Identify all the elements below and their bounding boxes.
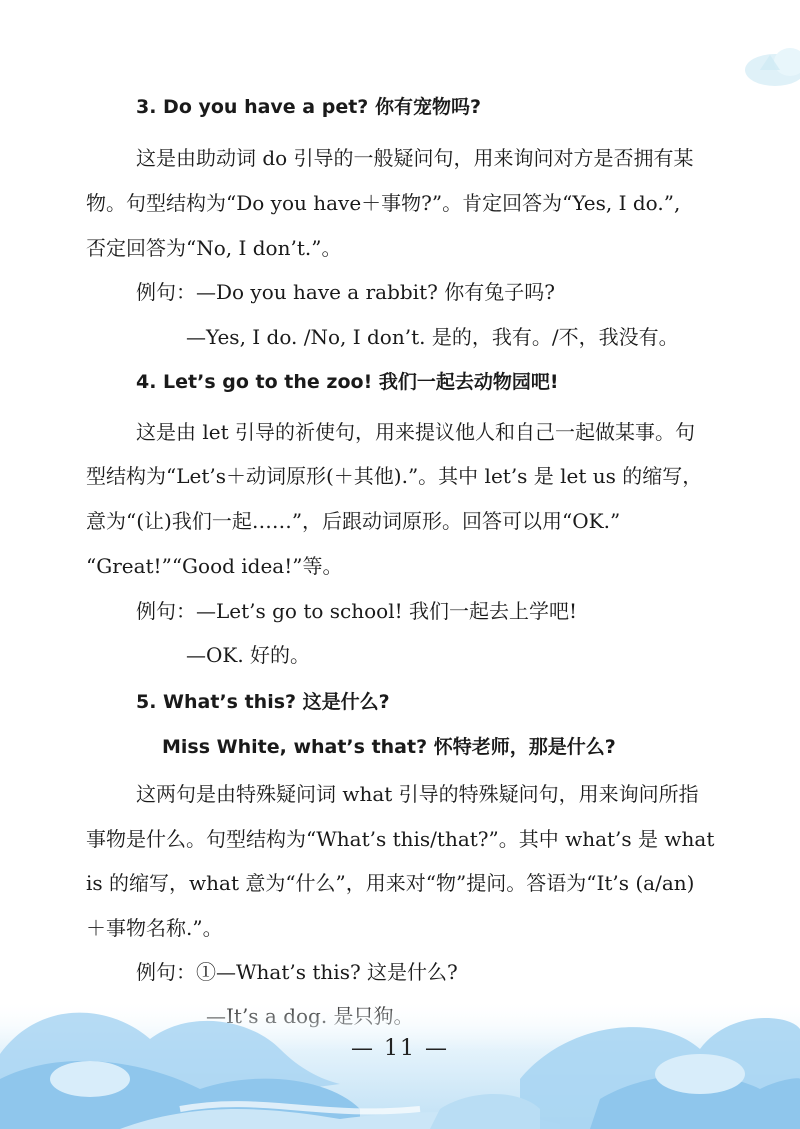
section3-heading: 3. Do you have a pet? 你有宠物吗? <box>136 96 481 118</box>
section5-para-line-2: 事物是什么。句型结构为“What’s this/that?”。其中 what’s 是 what <box>86 827 715 851</box>
section3-para-line-1: 这是由助动词 do 引导的一般疑问句，用来询问对方是否拥有某 <box>136 146 694 170</box>
section3-example-question: 例句：—Do you have a rabbit? 你有兔子吗? <box>136 280 555 304</box>
section4-para-line-1: 这是由 let 引导的祈使句，用来提议他人和自己一起做某事。句 <box>136 420 695 444</box>
section5-example-question: 例句：①—What’s this? 这是什么? <box>136 960 458 984</box>
section4-heading: 4. Let’s go to the zoo! 我们一起去动物园吧! <box>136 371 559 393</box>
section4-para-line-2: 型结构为“Let’s＋动词原形(＋其他).”。其中 let’s 是 let us 的缩写， <box>86 464 703 488</box>
section4-example-question: 例句：—Let’s go to school! 我们一起去上学吧! <box>136 599 578 623</box>
section5-para-line-3: is 的缩写，what 意为“什么”，用来对“物”提问。答语为“It’s (a/an) <box>86 871 695 895</box>
section3-para-line-3: 否定回答为“No, I don’t.”。 <box>86 236 342 260</box>
section5-para-line-1: 这两句是由特殊疑问词 what 引导的特殊疑问句，用来询问所指 <box>136 782 699 806</box>
section3-para-line-2: 物。句型结构为“Do you have＋事物?”。肯定回答为“Yes, I do.”, <box>86 191 681 215</box>
section4-para-line-3: 意为“(让)我们一起……”，后跟动词原形。回答可以用“OK.” <box>86 509 621 533</box>
section5-para-line-4: ＋事物名称.”。 <box>86 916 223 940</box>
section4-para-line-4: “Great!”“Good idea!”等。 <box>86 554 343 578</box>
section4-example-answer: —OK. 好的。 <box>186 643 311 667</box>
corner-cloud-decoration <box>720 40 800 90</box>
page-number: — 11 — <box>351 1036 449 1061</box>
section3-example-answer: —Yes, I do. /No, I don’t. 是的，我有。/不，我没有。 <box>186 325 679 349</box>
section5-heading: 5. What’s this? 这是什么? <box>136 691 390 713</box>
section5-subheading: Miss White, what’s that? 怀特老师，那是什么? <box>162 736 616 758</box>
